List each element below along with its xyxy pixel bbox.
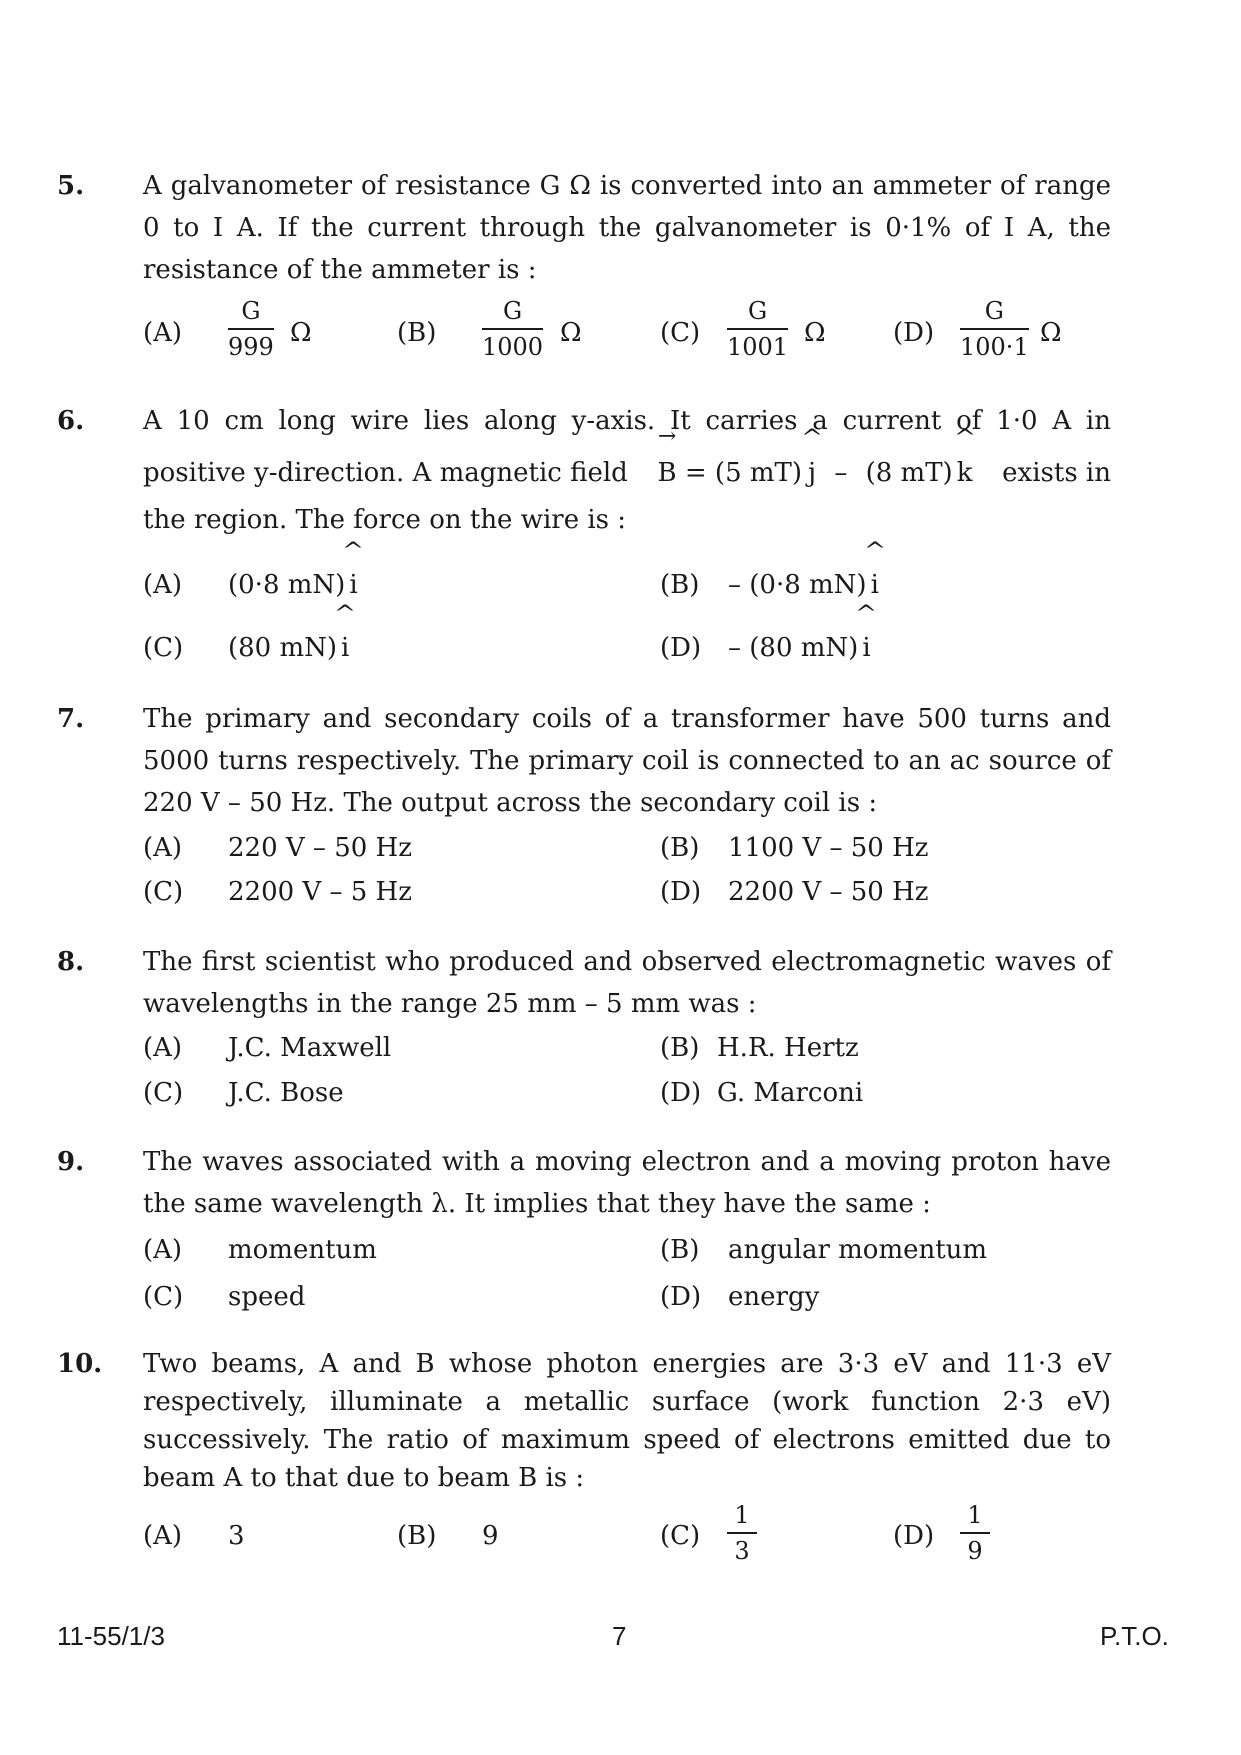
option-label: (D) — [660, 633, 702, 663]
unit-vector-i: ^ i — [862, 628, 870, 668]
option-text: (0·8 mN) — [228, 570, 346, 600]
option-text: – (0·8 mN) — [728, 570, 867, 600]
question-stem: The first scientist who produced and observed electromagnetic waves of wavelengths in the range 25 mm – 5 mm was : — [143, 947, 1111, 1019]
option-label: (D) — [893, 318, 935, 348]
option-text: J.C. Maxwell — [228, 1033, 392, 1063]
option-b — [660, 1230, 987, 1270]
option-b — [397, 1516, 499, 1556]
question-number: 7. — [57, 704, 85, 734]
fraction-numerator: G — [727, 296, 788, 330]
option-text: 2200 V – 5 Hz — [228, 877, 412, 907]
stem-text: positive y-direction. A magnetic field — [143, 458, 628, 488]
question-stem-line-1: A 10 cm long wire lies along y-axis. It carries a current of 1·0 A in — [143, 406, 1111, 436]
option-b — [660, 1028, 859, 1068]
question-stem: Two beams, A and B whose photon energies are 3·3 eV and 11·3 eV respectively, illuminate a metallic surface (work function 2·3 eV) successively. The ratio of maximum speed of electrons emitted due to beam A to that due to beam B is : — [143, 1349, 1111, 1493]
question-number: 8. — [57, 947, 85, 977]
option-label: (D) — [660, 877, 702, 907]
fraction-numerator: G — [960, 296, 1029, 330]
question-number: 9. — [57, 1147, 85, 1177]
unit-vector-j: ^ j — [808, 452, 816, 494]
question-number: 6. — [57, 406, 85, 436]
fraction-denominator: 1001 — [727, 333, 789, 361]
option-text: angular momentum — [728, 1235, 988, 1265]
fraction-numerator: 1 — [727, 1500, 757, 1534]
unit-vector-i: ^ i — [349, 565, 357, 605]
option-a — [143, 1516, 245, 1556]
option-d — [660, 1277, 819, 1317]
option-text: 1100 V – 50 Hz — [728, 833, 929, 863]
option-label: (C) — [143, 1078, 184, 1108]
option-label: (A) — [143, 1521, 183, 1551]
question-stem: The primary and secondary coils of a transformer have 500 turns and 5000 turns respectively. The primary coil is connected to an ac source of 220 V – 50 Hz. The output across the secondary coil is : — [143, 704, 1111, 818]
fraction-numerator: G — [482, 296, 543, 330]
option-text: H.R. Hertz — [717, 1033, 859, 1063]
option-fraction — [482, 296, 543, 362]
option-a — [143, 1230, 377, 1270]
option-label: (B) — [660, 1033, 700, 1063]
option-label: (A) — [143, 833, 183, 863]
paper-code: 11-55/1/3 — [57, 1621, 165, 1651]
fraction-denominator: 1000 — [482, 333, 544, 361]
fraction-numerator: 1 — [960, 1500, 990, 1534]
option-label: (C) — [660, 318, 701, 348]
minus-sign: – — [834, 458, 848, 488]
option-label: (C) — [660, 1521, 701, 1551]
option-c — [143, 872, 412, 912]
fraction-denominator: 9 — [967, 1537, 983, 1565]
option-a — [143, 565, 358, 605]
option-label: (A) — [143, 318, 183, 348]
option-label: (A) — [143, 1235, 183, 1265]
pto-label: P.T.O. — [1100, 1621, 1169, 1651]
option-fraction — [228, 296, 274, 362]
option-text: J.C. Bose — [228, 1078, 344, 1108]
option-d — [660, 872, 928, 912]
option-label: (C) — [143, 633, 184, 663]
option-c — [143, 628, 349, 668]
unit-vector-i: ^ i — [871, 565, 879, 605]
option-label: (B) — [660, 833, 700, 863]
option-text: G. Marconi — [717, 1078, 864, 1108]
option-label: (B) — [397, 318, 437, 348]
option-text: 220 V – 50 Hz — [228, 833, 412, 863]
question-number: 5. — [57, 171, 85, 201]
option-d — [660, 628, 871, 668]
fraction-numerator: G — [228, 296, 274, 330]
field-term-2: (8 mT) — [865, 458, 953, 488]
option-label: (B) — [660, 570, 700, 600]
vector-b-symbol: → B — [658, 452, 677, 494]
unit-vector-i: ^ i — [341, 628, 349, 668]
fraction-denominator: 100·1 — [960, 333, 1029, 361]
field-term-1: = (5 mT) — [684, 458, 803, 488]
option-b — [660, 828, 928, 868]
option-text: (80 mN) — [228, 633, 338, 663]
question-number: 10. — [57, 1349, 103, 1379]
option-label: (B) — [397, 1521, 437, 1551]
option-b — [660, 565, 879, 605]
question-stem: The waves associated with a moving electron and a moving proton have the same wavelength λ. It implies that they have the same : — [143, 1147, 1111, 1219]
option-text: energy — [728, 1282, 820, 1312]
field-expression — [658, 452, 973, 494]
option-fraction — [727, 1500, 757, 1566]
option-c — [143, 1277, 305, 1317]
option-label: (A) — [143, 1033, 183, 1063]
question-stem-line-3: the region. The force on the wire is : — [143, 505, 627, 535]
option-a — [143, 1028, 391, 1068]
option-unit: Ω — [804, 318, 826, 348]
option-text: speed — [228, 1282, 306, 1312]
option-label: (C) — [143, 1282, 184, 1312]
page-number: 7 — [612, 1621, 627, 1651]
option-label: (D) — [660, 1078, 702, 1108]
option-label: (D) — [893, 1521, 935, 1551]
option-text: 9 — [482, 1521, 499, 1551]
option-text: momentum — [228, 1235, 377, 1265]
option-fraction — [960, 1500, 990, 1566]
stem-text: exists in — [1002, 458, 1111, 488]
question-stem: A galvanometer of resistance G Ω is converted into an ammeter of range 0 to I A. If the current through the galvanometer is 0·1% of I A, the resistance of the ammeter is : — [143, 171, 1111, 285]
option-text: 3 — [228, 1521, 245, 1551]
fraction-denominator: 3 — [734, 1537, 750, 1565]
fraction-denominator: 999 — [228, 333, 274, 361]
option-unit: Ω — [290, 318, 312, 348]
question-stem-line-2 — [143, 452, 1111, 494]
option-unit: Ω — [1040, 318, 1062, 348]
option-text: 2200 V – 50 Hz — [728, 877, 929, 907]
option-fraction — [960, 296, 1029, 362]
option-label: (D) — [660, 1282, 702, 1312]
option-label: (A) — [143, 570, 183, 600]
unit-vector-k: ^ k — [957, 452, 973, 494]
option-text: – (80 mN) — [728, 633, 859, 663]
option-fraction — [727, 296, 788, 362]
option-d — [660, 1073, 863, 1113]
option-label: (B) — [660, 1235, 700, 1265]
option-unit: Ω — [560, 318, 582, 348]
option-c — [143, 1073, 344, 1113]
option-label: (C) — [143, 877, 184, 907]
option-a — [143, 828, 412, 868]
